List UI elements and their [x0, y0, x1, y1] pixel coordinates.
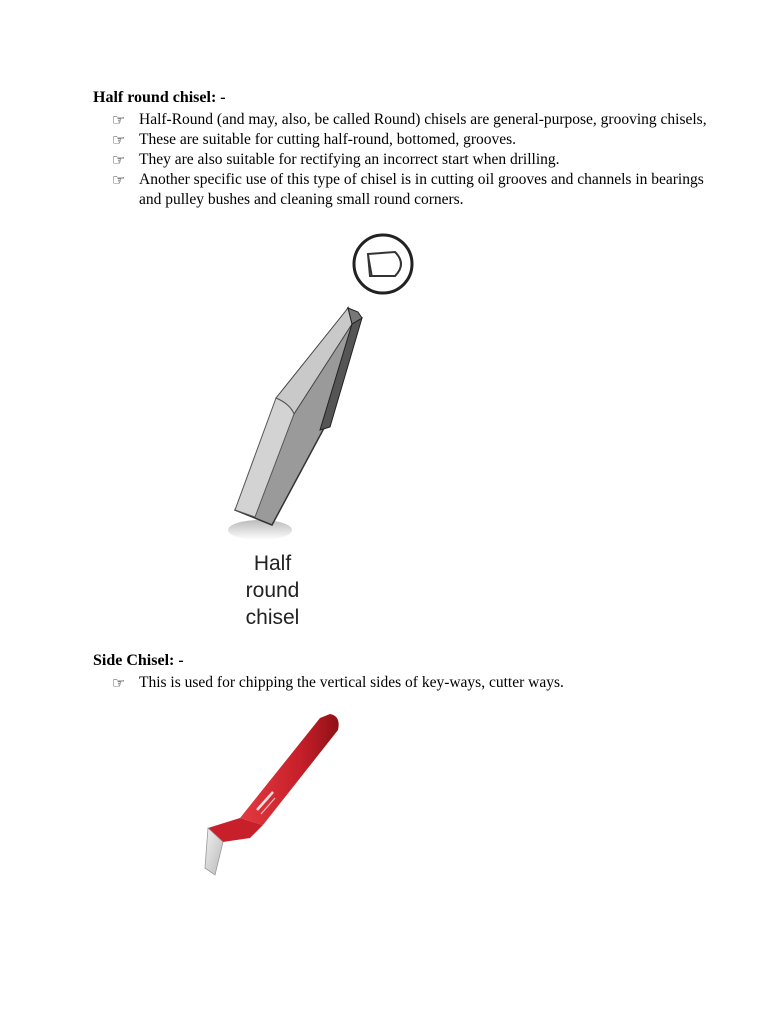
list-item: [112, 150, 712, 170]
list-item: [112, 110, 712, 130]
side-chisel-figure: [195, 700, 355, 905]
pointing-hand-icon: ☞: [112, 674, 126, 692]
pointing-hand-icon: ☞: [112, 151, 126, 169]
side-chisel-shape: [205, 714, 339, 875]
chisel-body: [235, 308, 362, 525]
side-chisel-illustration: [195, 700, 355, 905]
section-heading-half-round-chisel: Half round chisel: -: [93, 89, 226, 106]
list-item-text: Another specific use of this type of chisel is in cutting oil grooves and channels in bearings and pulley bushes and cleaning small round corners.: [139, 171, 704, 208]
list-item-text: They are also suitable for rectifying an incorrect start when drilling.: [139, 151, 560, 168]
figure-caption-line: Half: [253, 552, 292, 575]
half-round-chisel-list: [112, 110, 712, 210]
cross-section-icon: [354, 235, 412, 293]
list-item: [112, 170, 712, 210]
pointing-hand-icon: ☞: [112, 111, 126, 129]
half-round-chisel-figure: [220, 232, 430, 632]
list-item-text: These are suitable for cutting half-round, bottomed, grooves.: [139, 131, 517, 148]
pointing-hand-icon: ☞: [112, 171, 126, 189]
figure-caption-line: round: [245, 579, 300, 602]
list-item-text: This is used for chipping the vertical sides of key-ways, cutter ways.: [139, 674, 564, 691]
list-item: [112, 673, 712, 693]
half-round-chisel-illustration: [220, 232, 430, 542]
figure-caption-line: chisel: [245, 606, 300, 629]
list-item: [112, 130, 712, 150]
section-heading-side-chisel: Side Chisel: -: [93, 652, 184, 669]
list-item-text: Half-Round (and may, also, be called Round) chisels are general-purpose, grooving chisels,: [139, 111, 707, 128]
pointing-hand-icon: ☞: [112, 131, 126, 149]
side-chisel-list: [112, 673, 712, 693]
